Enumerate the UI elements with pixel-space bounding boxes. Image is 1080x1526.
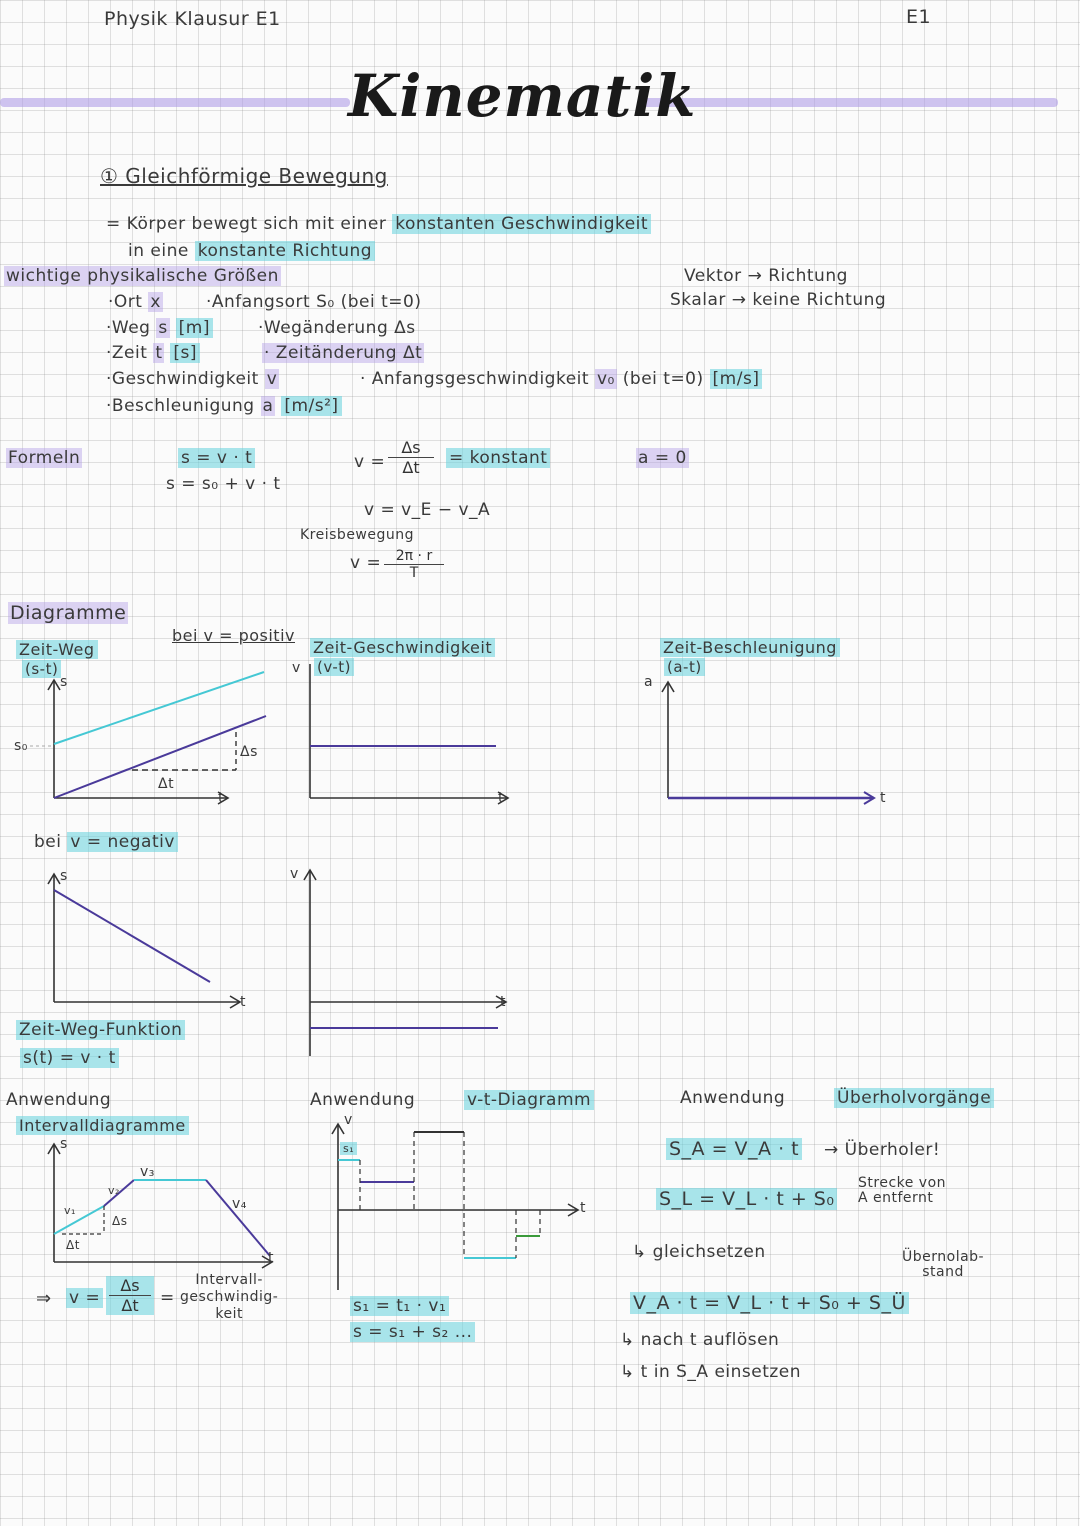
axis-t-label-4: t <box>240 994 246 1010</box>
graph-vt-app-dashes <box>360 1132 540 1258</box>
overtaking-eq-1: S_A = V_A · t <box>666 1138 802 1160</box>
negative-velocity-prefix: bei <box>34 832 62 852</box>
quantity-anfangsort: ·Anfangsort S₀ (bei t=0) <box>206 292 422 312</box>
quantity-weg-unit: [m] <box>176 318 213 338</box>
diagram-title-time-acceleration: Zeit-Beschleunigung <box>660 638 840 657</box>
diagram-title-time-distance: Zeit-Weg <box>16 640 98 659</box>
formula-circular-denominator: T <box>409 565 419 581</box>
diagram-sub-time-velocity: (v-t) <box>314 658 354 676</box>
interval-result-equals: = <box>160 1288 175 1308</box>
axis-t-label-7: t <box>580 1200 586 1216</box>
quantity-weg-symbol: s <box>158 318 168 338</box>
vector-note: Vektor → Richtung <box>684 266 848 286</box>
formulas-heading: Formeln <box>8 448 81 468</box>
formula-circular-lhs: v = <box>350 553 382 573</box>
axis-v-label-1: v <box>292 660 301 676</box>
quantity-beschl-unit: [m/s²] <box>281 396 341 416</box>
interval-v2-label: v₂ <box>108 1184 120 1197</box>
interval-dt-label: Δt <box>66 1238 80 1252</box>
interval-result-denominator: Δt <box>121 1296 139 1315</box>
quantity-ort-symbol: x <box>150 292 161 312</box>
axis-a-label: a <box>644 674 654 690</box>
definition-highlight-2: konstante Richtung <box>195 241 375 261</box>
axis-t-label-1: t <box>218 790 224 806</box>
quantity-anfangsgeschw-label: · Anfangsgeschwindigkeit <box>360 369 590 389</box>
axis-t-label-2: t <box>498 790 504 806</box>
quantity-geschw-label: ·Geschwindigkeit <box>106 369 259 389</box>
positive-velocity-text: bei v = positiv <box>172 626 295 645</box>
axis-t-label-3: t <box>880 790 886 806</box>
axis-s-label-1: s <box>60 674 68 690</box>
diagram-title-time-velocity: Zeit-Geschwindigkeit <box>310 638 495 657</box>
diagrams-heading: Diagramme <box>10 602 127 624</box>
axis-s-label-2: s <box>60 868 68 884</box>
formula-a-zero: a = 0 <box>638 448 687 468</box>
formula-v-diff: v = v_E − v_A <box>364 500 491 520</box>
quantity-geschw-symbol: v <box>266 369 278 389</box>
axis-v-label-3: v <box>344 1112 353 1128</box>
quantity-weg-label: ·Weg <box>106 318 151 338</box>
interval-result-lhs: v = <box>66 1288 103 1308</box>
application-3-subtitle: Überholvorgänge <box>834 1088 994 1108</box>
exam-label: Physik Klausur E1 <box>104 8 281 30</box>
scalar-note: Skalar → keine Richtung <box>670 290 887 310</box>
axis-t-label-5: t <box>500 994 506 1010</box>
application-2-eq-1: s₁ = t₁ · v₁ <box>350 1296 449 1316</box>
quantity-zeit-label: ·Zeit <box>106 343 148 363</box>
overtaking-note-1: → Überholer! <box>824 1140 941 1160</box>
overtaking-step-2: ↳ nach t auflösen <box>620 1330 780 1350</box>
interval-result-numerator: Δs <box>109 1276 151 1296</box>
overtaking-note-3: Übernolab- stand <box>902 1249 985 1280</box>
formula-v-denominator: Δt <box>402 458 420 477</box>
quantity-anfangsgeschw-symbol: v₀ <box>596 369 615 389</box>
interval-velocity-note: Intervall- geschwindig- keit <box>180 1272 279 1322</box>
quantity-geschw-unit: [m/s] <box>710 369 763 389</box>
formula-circular-numerator: 2π · r <box>384 548 444 565</box>
diagram-sub-time-acceleration: (a-t) <box>664 658 705 676</box>
application-2-subtitle: v-t-Diagramm <box>464 1090 594 1110</box>
application-2-title: Anwendung <box>310 1090 416 1110</box>
time-distance-function-label: Zeit-Weg-Funktion <box>16 1020 185 1040</box>
formula-v-numerator: Δs <box>388 438 434 458</box>
quantity-zeit-symbol: t <box>155 343 163 363</box>
page-code: E1 <box>906 6 932 28</box>
time-distance-function-equation: s(t) = v · t <box>20 1048 119 1068</box>
delta-t-label: Δt <box>158 776 175 792</box>
formula-v-constant: = konstant <box>446 448 550 468</box>
axis-t-label-6: t <box>268 1250 274 1266</box>
formula-s-s0: s = s₀ + v · t <box>166 474 281 494</box>
overtaking-note-2: Strecke von A entfernt <box>858 1175 947 1206</box>
definition-highlight-1: konstanten Geschwindigkeit <box>392 214 651 234</box>
overtaking-eq-2: S_L = V_L · t + S₀ <box>656 1188 837 1210</box>
formula-v-lhs: v = <box>354 452 386 472</box>
quantity-beschl-label: ·Beschleunigung <box>106 396 255 416</box>
diagram-sub-time-distance: (s-t) <box>22 660 61 678</box>
definition-text-1: = Körper bewegt sich mit einer <box>106 214 387 234</box>
quantity-anfangsgeschw-tail: (bei t=0) <box>622 369 704 389</box>
vt-s1-label: s₁ <box>340 1142 357 1155</box>
application-1-subtitle: Intervalldiagramme <box>16 1116 189 1135</box>
quantity-zeit-unit: [s] <box>170 343 200 363</box>
application-1-title: Anwendung <box>6 1090 112 1110</box>
circular-motion-label: Kreisbewegung <box>300 527 415 543</box>
interval-ds-label: Δs <box>112 1214 128 1228</box>
application-3-title: Anwendung <box>680 1088 786 1108</box>
delta-s-label: Δs <box>240 744 258 760</box>
quantity-zeitaenderung: · Zeitänderung Δt <box>264 343 423 363</box>
negative-velocity-text: v = negativ <box>67 832 178 852</box>
application-2-eq-2: s = s₁ + s₂ ... <box>350 1322 475 1342</box>
axis-s-label-3: s <box>60 1136 68 1152</box>
quantity-beschl-symbol: a <box>262 396 274 416</box>
formula-s-vt: s = v · t <box>178 448 255 468</box>
interval-result-arrow: ⇒ <box>36 1288 52 1309</box>
graph-vt-application-axes <box>332 1124 578 1290</box>
definition-text-2: in eine <box>128 241 189 261</box>
overtaking-eq-3: V_A · t = V_L · t + S₀ + S_Ü <box>630 1292 909 1314</box>
interval-v4-label: v₄ <box>232 1196 247 1212</box>
interval-v1-label: v₁ <box>64 1204 76 1217</box>
quantity-ort-label: ·Ort <box>108 292 143 312</box>
quantity-wegaenderung: ·Wegänderung Δs <box>258 318 416 338</box>
s0-label: s₀ <box>14 738 28 754</box>
quantities-heading: wichtige physikalische Größen <box>6 266 279 286</box>
interval-v3-label: v₃ <box>140 1164 155 1180</box>
overtaking-step-3: ↳ t in S_A einsetzen <box>620 1362 802 1382</box>
page-title: Kinematik <box>348 62 697 130</box>
overtaking-step-1: ↳ gleichsetzen <box>632 1242 766 1262</box>
section-heading: ① Gleichförmige Bewegung <box>100 164 388 188</box>
axis-v-label-2: v <box>290 866 299 882</box>
